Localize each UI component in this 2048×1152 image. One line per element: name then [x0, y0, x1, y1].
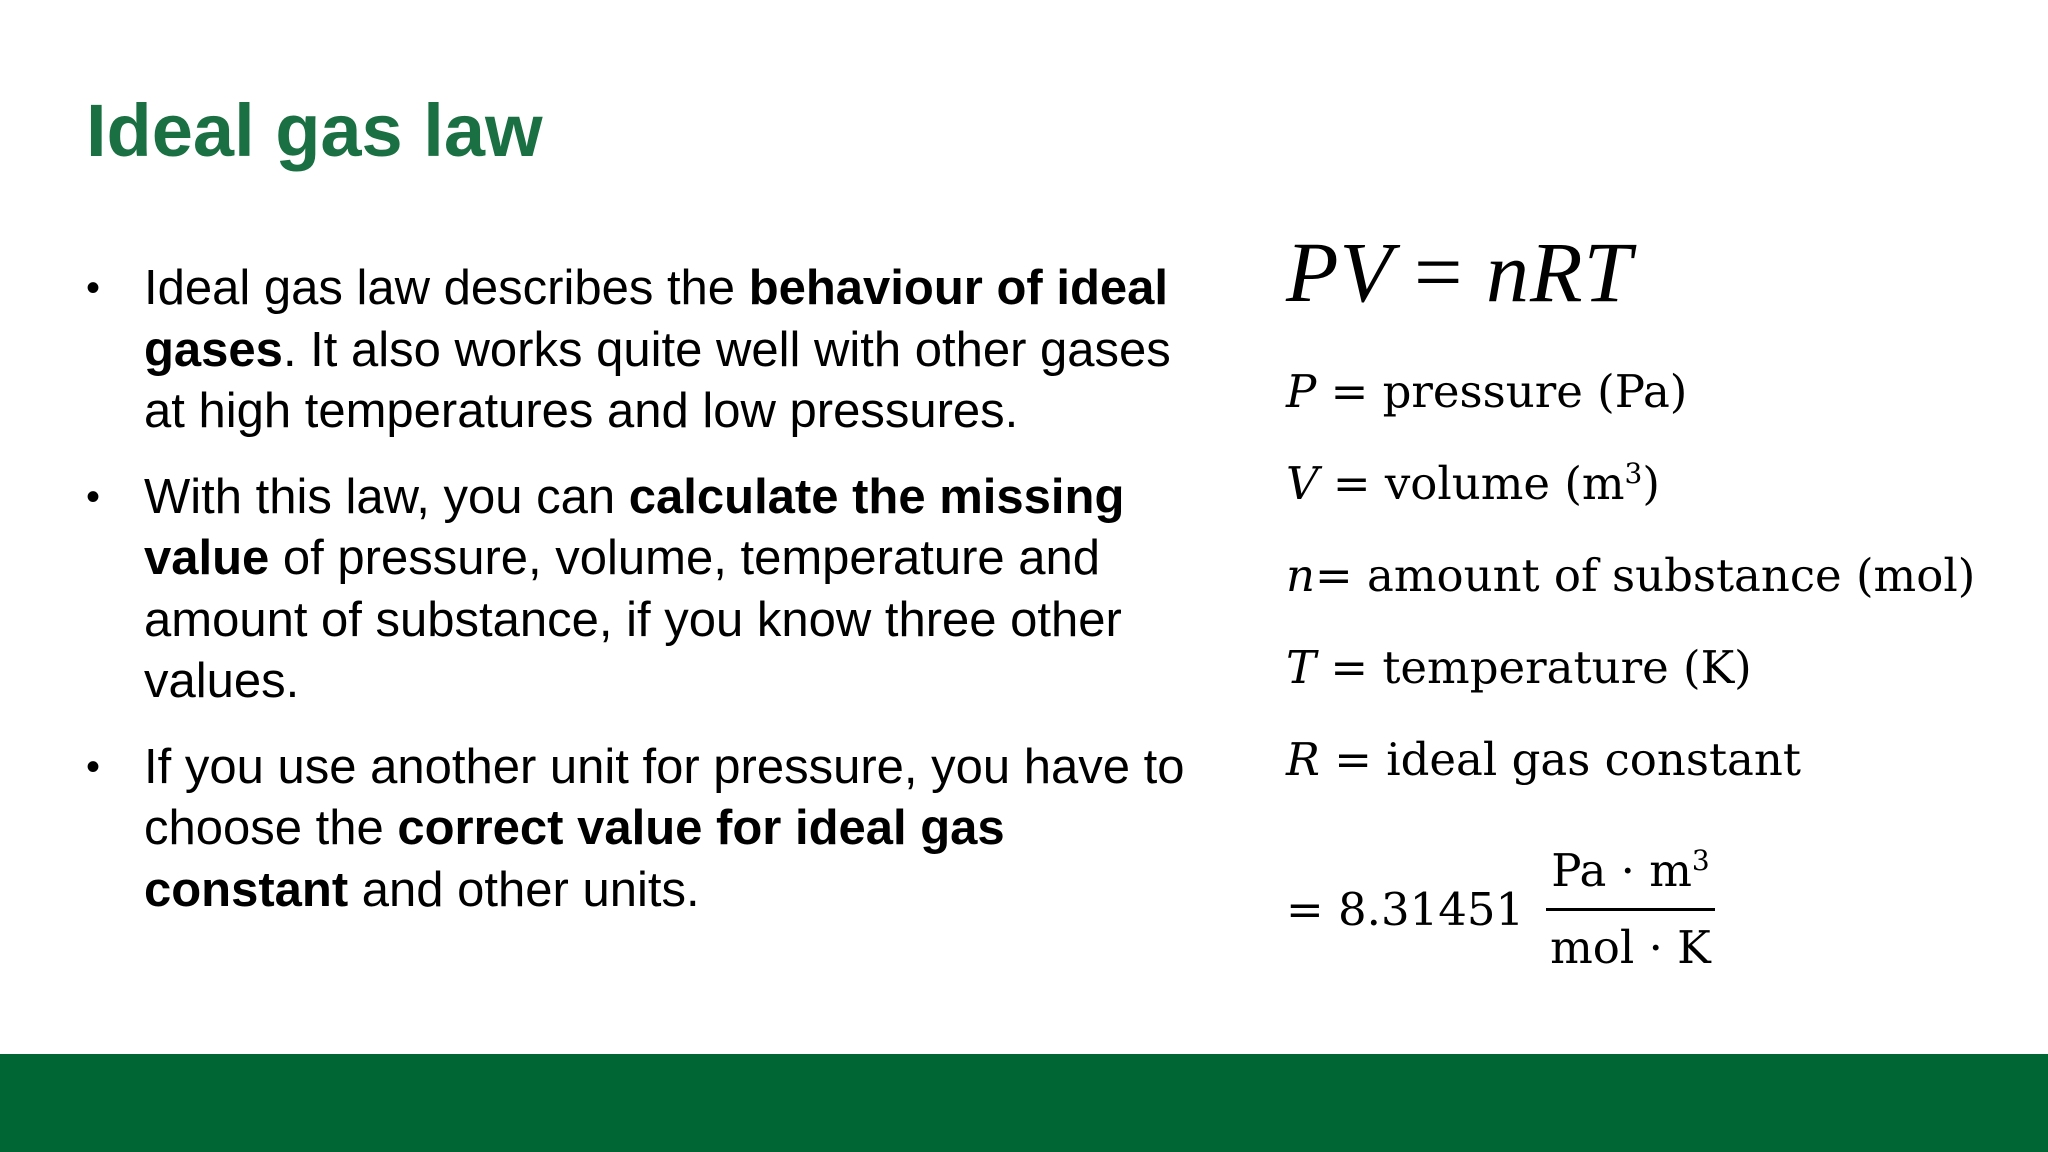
- fraction-bar: [1546, 908, 1715, 911]
- bullet-item: [86, 467, 1196, 713]
- slide-title: Ideal gas law: [86, 89, 543, 172]
- definition-amount: n= amount of substance (mol): [1286, 549, 1976, 602]
- bullet-dot-icon: •: [86, 474, 101, 519]
- variable-definitions: [1286, 346, 2026, 806]
- definition-volume: V = volume $(m^3)$: [1286, 457, 1660, 510]
- bullet-list: [86, 258, 1196, 945]
- definition-pressure: P = pressure (Pa): [1286, 365, 1688, 418]
- bullet-item: [86, 737, 1196, 922]
- bullet-dot-icon: •: [86, 744, 101, 789]
- fraction-denominator: mol · K: [1550, 921, 1711, 974]
- unit-fraction: [1546, 842, 1715, 977]
- gas-constant-value: = 8.31451 $\frac{Pa \cdot m^3}{\text{mol · K}}$: [1286, 842, 1715, 977]
- definition-gas-constant: R = ideal gas constant: [1286, 733, 1801, 786]
- bullet-text: With this law, you can calculate the missing value of pressure, volume, temperature and amount of substance, if you know three other values.: [144, 469, 1125, 708]
- bullet-item: [86, 258, 1196, 443]
- definition-temperature: T = temperature (K): [1286, 641, 1752, 694]
- bullet-dot-icon: •: [86, 266, 101, 310]
- bullet-text: Ideal gas law describes the behaviour of ideal gases. It also works quite well with other gases at high temperatures and low pressures.: [144, 261, 1171, 438]
- ideal-gas-equation: PV = nRT: [1286, 224, 1633, 320]
- bullet-text: If you use another unit for pressure, you have to choose the correct value for ideal gas constant and other units.: [144, 739, 1185, 917]
- fraction-numerator: $Pa \cdot m^3$: [1551, 844, 1710, 897]
- footer-bar: [0, 1054, 2048, 1152]
- formula-panel: [1286, 222, 2026, 974]
